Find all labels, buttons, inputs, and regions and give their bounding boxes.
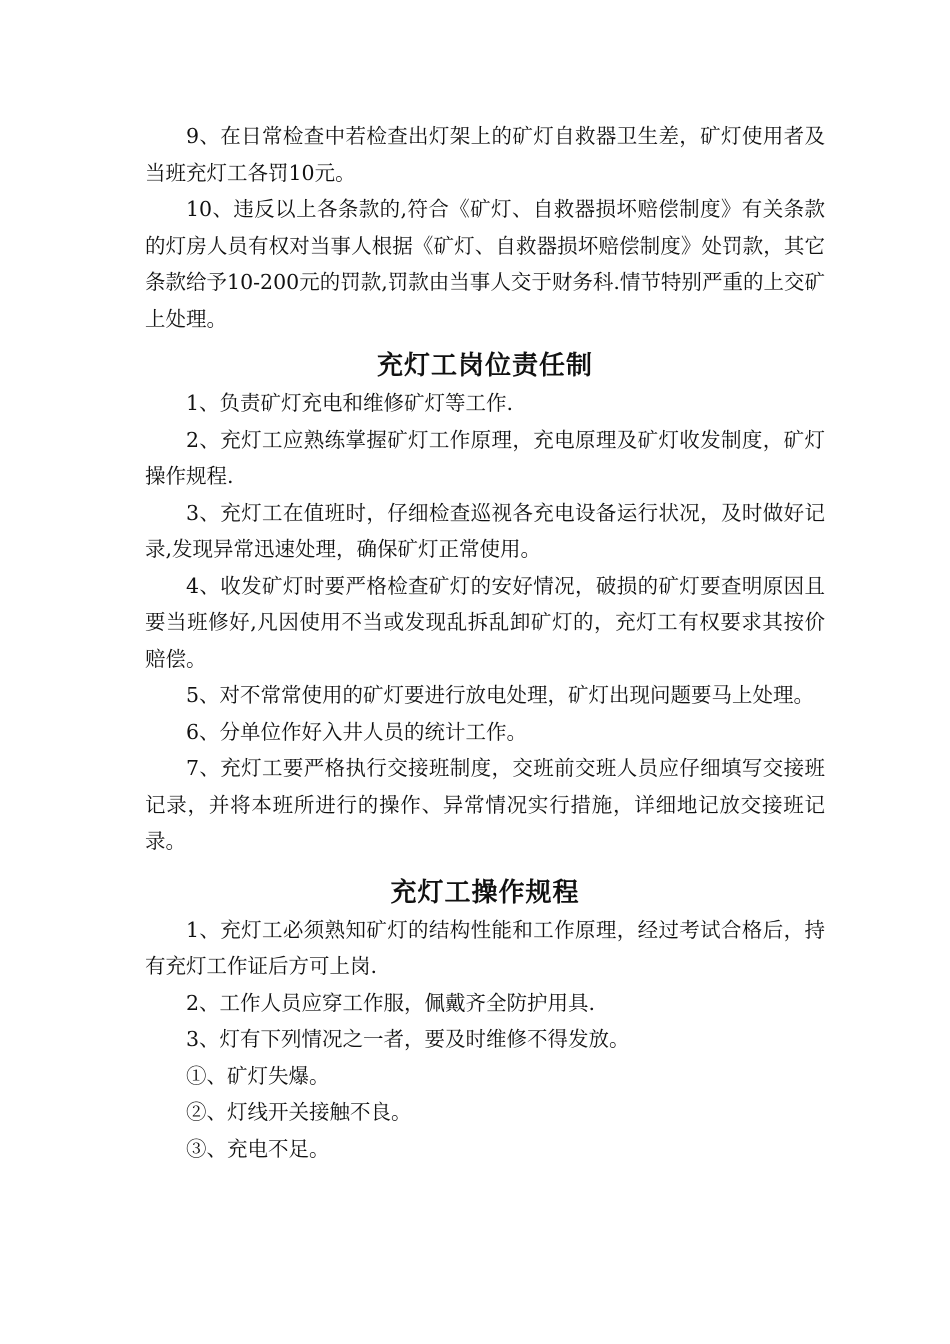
procedure-subitem-3: ③、充电不足。 xyxy=(186,1136,330,1161)
duty-item-4: 4、收发矿灯时要严格检查矿灯的安好情况，破损的矿灯要查明原因且要当班修好,凡因使用不当或发现乱拆乱卸矿灯的，充灯工有权要求其按价赔偿。 xyxy=(145,573,825,671)
document-body xyxy=(145,118,825,1167)
paragraph-rule-9: 9、在日常检查中若检查出灯架上的矿灯自救器卫生差，矿灯使用者及当班充灯工各罚10元。 xyxy=(145,124,825,185)
section-title-procedures: 充灯工操作规程 xyxy=(390,877,580,908)
duty-item-1: 1、负责矿灯充电和维修矿灯等工作. xyxy=(186,391,514,415)
paragraph-rule-10: 10、违反以上各条款的,符合《矿灯、自救器损坏赔偿制度》有关条款的灯房人员有权对当事人根据《矿灯、自救器损坏赔偿制度》处罚款，其它条款给予10-200元的罚款,罚款由当事人交于财务科.情节特别严重的上交矿上处理。 xyxy=(145,197,825,331)
procedure-subitem-1: ①、矿灯失爆。 xyxy=(186,1063,330,1088)
procedure-subitem-2: ②、灯线开关接触不良。 xyxy=(186,1100,412,1124)
procedure-item-3: 3、灯有下列情况之一者，要及时维修不得发放。 xyxy=(186,1027,630,1051)
duty-item-3: 3、充灯工在值班时，仔细检查巡视各充电设备运行状况，及时做好记录,发现异常迅速处理，确保矿灯正常使用。 xyxy=(145,500,825,561)
procedure-item-1: 1、充灯工必须熟知矿灯的结构性能和工作原理，经过考试合格后，持有充灯工作证后方可上岗. xyxy=(145,917,825,978)
duty-item-6: 6、分单位作好入井人员的统计工作。 xyxy=(186,719,528,744)
section-title-duties: 充灯工岗位责任制 xyxy=(376,351,593,381)
procedure-item-2: 2、工作人员应穿工作服，佩戴齐全防护用具. xyxy=(186,990,596,1015)
duty-item-7: 7、充灯工要严格执行交接班制度，交班前交班人员应仔细填写交接班记录，并将本班所进行的操作、异常情况实行措施，详细地记放交接班记录。 xyxy=(145,756,825,853)
duty-item-2: 2、充灯工应熟练掌握矿灯工作原理，充电原理及矿灯收发制度，矿灯操作规程. xyxy=(145,427,825,488)
duty-item-5: 5、对不常常使用的矿灯要进行放电处理，矿灯出现问题要马上处理。 xyxy=(186,683,815,707)
